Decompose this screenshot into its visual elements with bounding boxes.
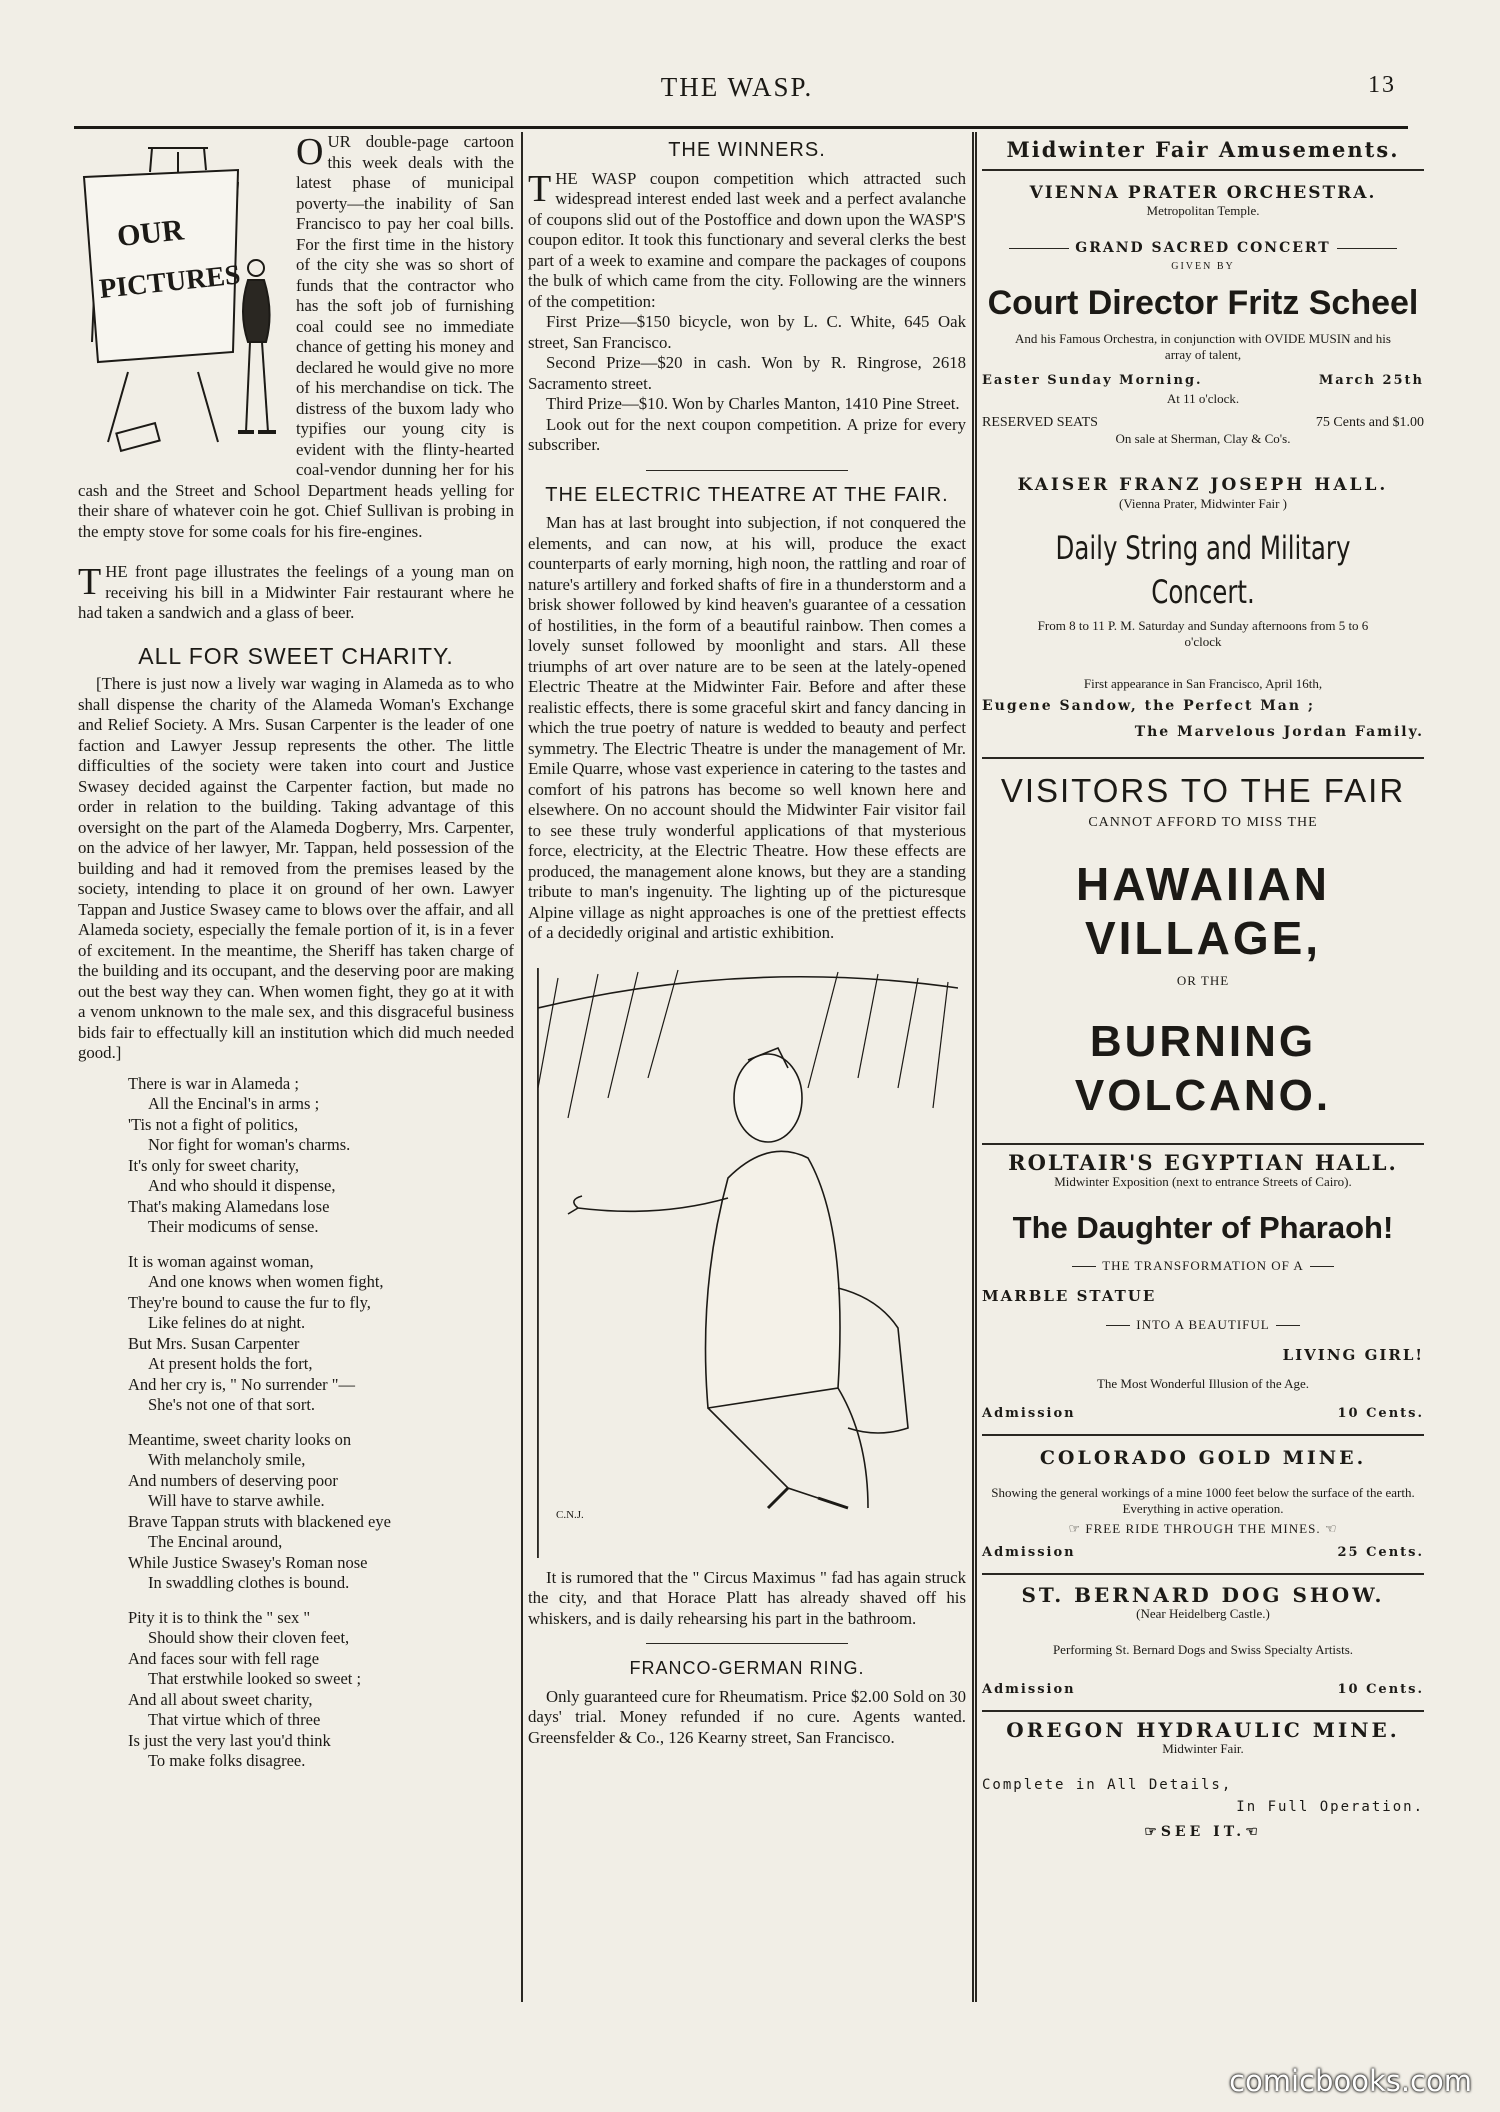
drop-cap: T: [78, 561, 102, 603]
bernard-sub: (Near Heidelberg Castle.): [1136, 1605, 1270, 1621]
easel-artist-illustration: [78, 142, 288, 458]
ad-rule: [982, 1434, 1424, 1436]
roltair-admission: Admission 10 Cents.: [982, 1405, 1424, 1421]
bernard-admission: Admission 10 Cents.: [982, 1681, 1424, 1697]
first-appearance: First appearance in San Francisco, April 16th,: [1083, 675, 1323, 691]
source-watermark: comicbooks.com: [1229, 2064, 1472, 2098]
ad-rule: [982, 1710, 1424, 1712]
concert-title-row: [982, 237, 1424, 259]
oregon-line1: Complete in All Details,: [982, 1776, 1233, 1793]
front-page-paragraph: THE front page illustrates the feelings of a young man on receiving his bill in a Midwinter Fair restaurant where he had taken a sandwich and a glass of beer.: [78, 561, 514, 622]
oregon-line2: In Full Operation.: [1236, 1799, 1424, 1815]
visitors-heading: VISITORS TO THE FAIR: [1000, 771, 1406, 809]
circus-maximus-illustration: [537, 968, 958, 1558]
theatre-paragraph: Man has at last brought into subjection, if not conquered the elements, and can now, at his will, produce the exact counterparts of early morning, high noon, the rattling and roar of nature's artillery and forked shafts of fire in a thunderstorm and a brisk shower followed by kind heaven's guarantee of a cessation of hostilities, in the form of a beautiful rainbow. Then comes a lovely sunset followed by moonlight and stars. All these triumphs of art over nature are to be seen at the lately-opened Electric Theatre at the Midwinter Fair. Before and after these realistic effects, there is some graceful skirt and fancy dancing in which the true poetry of nature is wedded to beauty and perfect symmetry. The Electric Theatre is under the management of Mr. Emile Quarre, whose vast experience in catering to the tastes and comfort of his patrons has become so well known here and elsewhere. On no account should the Midwinter Fair visitor fail to see these truly wonderful applications of that mysterious force, electricity, at the Electric Theatre. How these effects are produced, the management alone knows, but they are a standing tribute to man's ingenuity. The lighting up of the picturesque Alpine village as night approaches is one of the prettiest effects of a decidedly original and artistic exhibition.: [528, 513, 966, 942]
illusion-line: The Most Wonderful Illusion of the Age.: [1096, 1375, 1310, 1391]
oregon-name: OREGON HYDRAULIC MINE.: [1006, 1718, 1400, 1742]
charity-title: ALL FOR SWEET CHARITY.: [138, 642, 454, 669]
running-head: [74, 72, 1400, 112]
section-rule: [646, 470, 847, 471]
svg-text:PICTURES: PICTURES: [97, 259, 242, 306]
ring-ad: Only guaranteed cure for Rheumatism. Price $2.00 Sold on 30 days' trial. Money refunded if no cure. Agents wanted. Greensfelder & Co., 126 Kearny street, San Francisco.: [528, 1686, 966, 1747]
vienna-name: VIENNA PRATER ORCHESTRA.: [1029, 182, 1377, 203]
colorado-name: COLORADO GOLD MINE.: [1039, 1447, 1367, 1469]
oregon-sub: Midwinter Fair.: [1162, 1740, 1244, 1756]
transformation-row: THE TRANSFORMATION OF A: [982, 1256, 1424, 1277]
roltair-name: ROLTAIR'S EGYPTIAN HALL.: [1008, 1150, 1398, 1175]
winners-closing: Look out for the next coupon competition. A prize for every subscriber.: [528, 414, 966, 454]
kaiser-hall-name: KAISER FRANZ JOSEPH HALL.: [1017, 475, 1389, 495]
ad-rule: [982, 1573, 1424, 1575]
poem-stanza: Pity it is to think the " sex " Should show their cloven feet, And faces sour with fell rage That erstwhile looked so sweet ; And all about sweet charity, That virtue which of three Is just the very last you'd think To make folks disagree.: [128, 1607, 362, 1770]
see-it-row: ☞SEE IT.☜: [1144, 1823, 1262, 1840]
column-1: [78, 132, 514, 1786]
poem-stanza: It is woman against woman, And one knows when women fight, They're bound to cause the fur to fly, Like felines do at night. But Mrs. Susan Carpenter At present holds the fort, And her cry is, " No surrender "— She's not one of that sort.: [128, 1251, 384, 1414]
roltair-sub: Midwinter Exposition (next to entrance Streets of Cairo).: [1054, 1173, 1352, 1189]
cartoon-label: OUR: [115, 213, 186, 254]
sandow-line: Eugene Sandow, the Perfect Man ;: [982, 697, 1316, 714]
column-divider: [975, 132, 977, 2002]
vienna-place: Metropolitan Temple.: [1146, 203, 1260, 218]
illustration-caption: It is rumored that the " Circus Maximus " fad has again struck the city, and that Horace Platt has already shaved off his whiskers, and is daily rehearsing his part in the bathroom.: [528, 1567, 966, 1628]
pointing-hand-icon: ☜: [1324, 1520, 1338, 1536]
illustration-signature: C.N.J.: [555, 1508, 584, 1521]
charity-intro: [There is just now a lively war waging in Alameda as to who shall dispense the charity of the Alameda Woman's Exchange and Relief Society. A Mrs. Susan Carpenter is the leader of one faction and Lawyer Jessup represents the other. The little difficulties of the society were taken into court and Justice Swasey decided against the Carpenter faction, but made no order in relation to the building. Taking advantage of this oversight on the part of the Alameda Dogberry, Mrs. Carpenter, on the advice of her lawyer, Mr. Tappan, held possession of the building and had it removed from the premises leased by the society, intending to place it on ground of her own. Lawyer Tappan and Justice Swasey came to blows over the affair, and all Alameda society, especially the female portion of it, is in a fever of excitement. In the meantime, the Sheriff has taken charge of the building and its occupant, and the deserving poor are making out the best way they can. When women fight, they go at it with a venom unknown to the male sex, and this disgraceful business bids fair to effectually kill an institution which did much needed good.]: [78, 674, 514, 1062]
kaiser-hours: From 8 to 11 P. M. Saturday and Sunday afternoons from 5 to 6 o'clock: [1037, 617, 1369, 649]
concert-description: And his Famous Orchestra, in conjunction with OVIDE MUSIN and his array of talent,: [1015, 330, 1391, 362]
pointing-hand-icon: ☞: [1144, 1823, 1161, 1840]
pointing-hand-icon: ☜: [1245, 1823, 1262, 1840]
drop-cap: T: [528, 167, 552, 210]
amusements-title: Midwinter Fair Amusements.: [1006, 137, 1400, 162]
or-the: OR THE: [1176, 973, 1230, 988]
free-ride-row: ☞ FREE RIDE THROUGH THE MINES. ☜: [1068, 1520, 1338, 1536]
cannot-afford: CANNOT AFFORD TO MISS THE: [1088, 815, 1318, 830]
column-divider: [521, 132, 523, 2002]
fritz-scheel-heading: Court Director Fritz Scheel: [987, 283, 1419, 322]
ad-rule: [982, 1143, 1424, 1145]
concert-title: GRAND SACRED CONCERT: [1075, 240, 1331, 256]
paper-title: THE WASP.: [660, 72, 814, 102]
poem-stanza: There is war in Alameda ; All the Encinal's in arms ; 'Tis not a fight of politics, Nor fight for woman's charms. It's only for sweet charity, And who should it dispense, That's making Alamedans lose Their modicums of sense.: [128, 1073, 351, 1236]
daily-concert-heading: Daily String and Military Concert.: [1055, 528, 1351, 611]
bernard-name: ST. BERNARD DOG SHOW.: [1021, 1583, 1385, 1607]
ad-rule: [982, 169, 1424, 171]
winners-title: THE WINNERS.: [668, 139, 826, 161]
amusements-column: [982, 132, 1424, 1842]
prize-line: First Prize—$150 bicycle, won by L. C. White, 645 Oak street, San Francisco.: [528, 312, 966, 352]
living-girl: LIVING GIRL!: [1282, 1346, 1424, 1364]
pointing-hand-icon: ☞: [1068, 1520, 1082, 1536]
ticket-sale: On sale at Sherman, Clay & Co's.: [1115, 431, 1291, 446]
poem-stanza: Meantime, sweet charity looks on With melancholy smile, And numbers of deserving poor Will have to starve awhile. Brave Tappan struts with blackened eye The Encinal around, While Justice Swasey's Roman nose In swaddling clothes is bound.: [128, 1429, 391, 1592]
charity-poem: [128, 1074, 514, 1772]
theatre-title: THE ELECTRIC THEATRE AT THE FAIR.: [545, 483, 949, 506]
our-pictures-paragraph: OUR double-page cartoon this week deals with the latest phase of municipal poverty—the inability of San Francisco to pay her coal bills. For the first time in the history of the city she was so short of funds that the contractor who has the soft job of furnishing coal could see no immediate chance of getting his money and declared he would give no more of his merchandise on tick. The distress of the buxom lady who typifies our young city is evident with the flinty-hearted coal-vendor dunning her for his cash and the Street and School Department heads yelling for their share of whatever coin he got. Chief Sullivan is probing in the empty stove for some coals for his fire-engines.: [78, 131, 514, 541]
winners-paragraph: THE WASP coupon competition which attracted such widespread interest ended last week and a perfect avalanche of coupons slid out of the Postoffice and down upon the WASP'S coupon editor. It took this functionary and several clerks the best part of a week to examine and compare the packages of coupons the bulk of which came from the city. Following are the winners of the competition:: [528, 167, 966, 311]
easter-row: Easter Sunday Morning. March 25th: [982, 372, 1424, 388]
jordan-line: The Marvelous Jordan Family.: [1134, 724, 1424, 740]
page-number: 13: [1368, 72, 1396, 98]
prize-line: Third Prize—$10. Won by Charles Manton, 1410 Pine Street.: [546, 394, 960, 413]
seats-row: RESERVED SEATS 75 Cents and $1.00: [982, 415, 1424, 430]
burning-volcano-heading: BURNING VOLCANO.: [1074, 1017, 1332, 1120]
marble-statue: MARBLE STATUE: [982, 1287, 1157, 1305]
into-row: INTO A BEAUTIFUL: [982, 1315, 1424, 1336]
ad-rule: [982, 757, 1424, 759]
drop-cap: O: [296, 131, 324, 173]
bernard-desc: Performing St. Bernard Dogs and Swiss Specialty Artists.: [1052, 1641, 1354, 1657]
ring-title: FRANCO-GERMAN RING.: [629, 1658, 865, 1678]
hawaiian-village-heading: HAWAIIAN VILLAGE,: [1076, 858, 1330, 964]
concert-time: At 11 o'clock.: [1166, 391, 1240, 406]
prize-line: Second Prize—$20 in cash. Won by R. Ringrose, 2618 Sacramento street.: [528, 353, 966, 393]
section-rule: [646, 1643, 847, 1644]
colorado-admission: Admission 25 Cents.: [982, 1544, 1424, 1560]
colorado-desc: Showing the general workings of a mine 1000 feet below the surface of the earth. Everything in active operation.: [991, 1484, 1415, 1516]
given-by: GIVEN BY: [1171, 260, 1235, 272]
header-rule: [74, 126, 1408, 129]
column-divider: [972, 132, 974, 2002]
column-2: [528, 132, 966, 1748]
kaiser-sub: (Vienna Prater, Midwinter Fair ): [1118, 495, 1287, 511]
pharaoh-heading: The Daughter of Pharaoh!: [1012, 1209, 1394, 1245]
our-pictures-cartoon: [78, 142, 288, 458]
